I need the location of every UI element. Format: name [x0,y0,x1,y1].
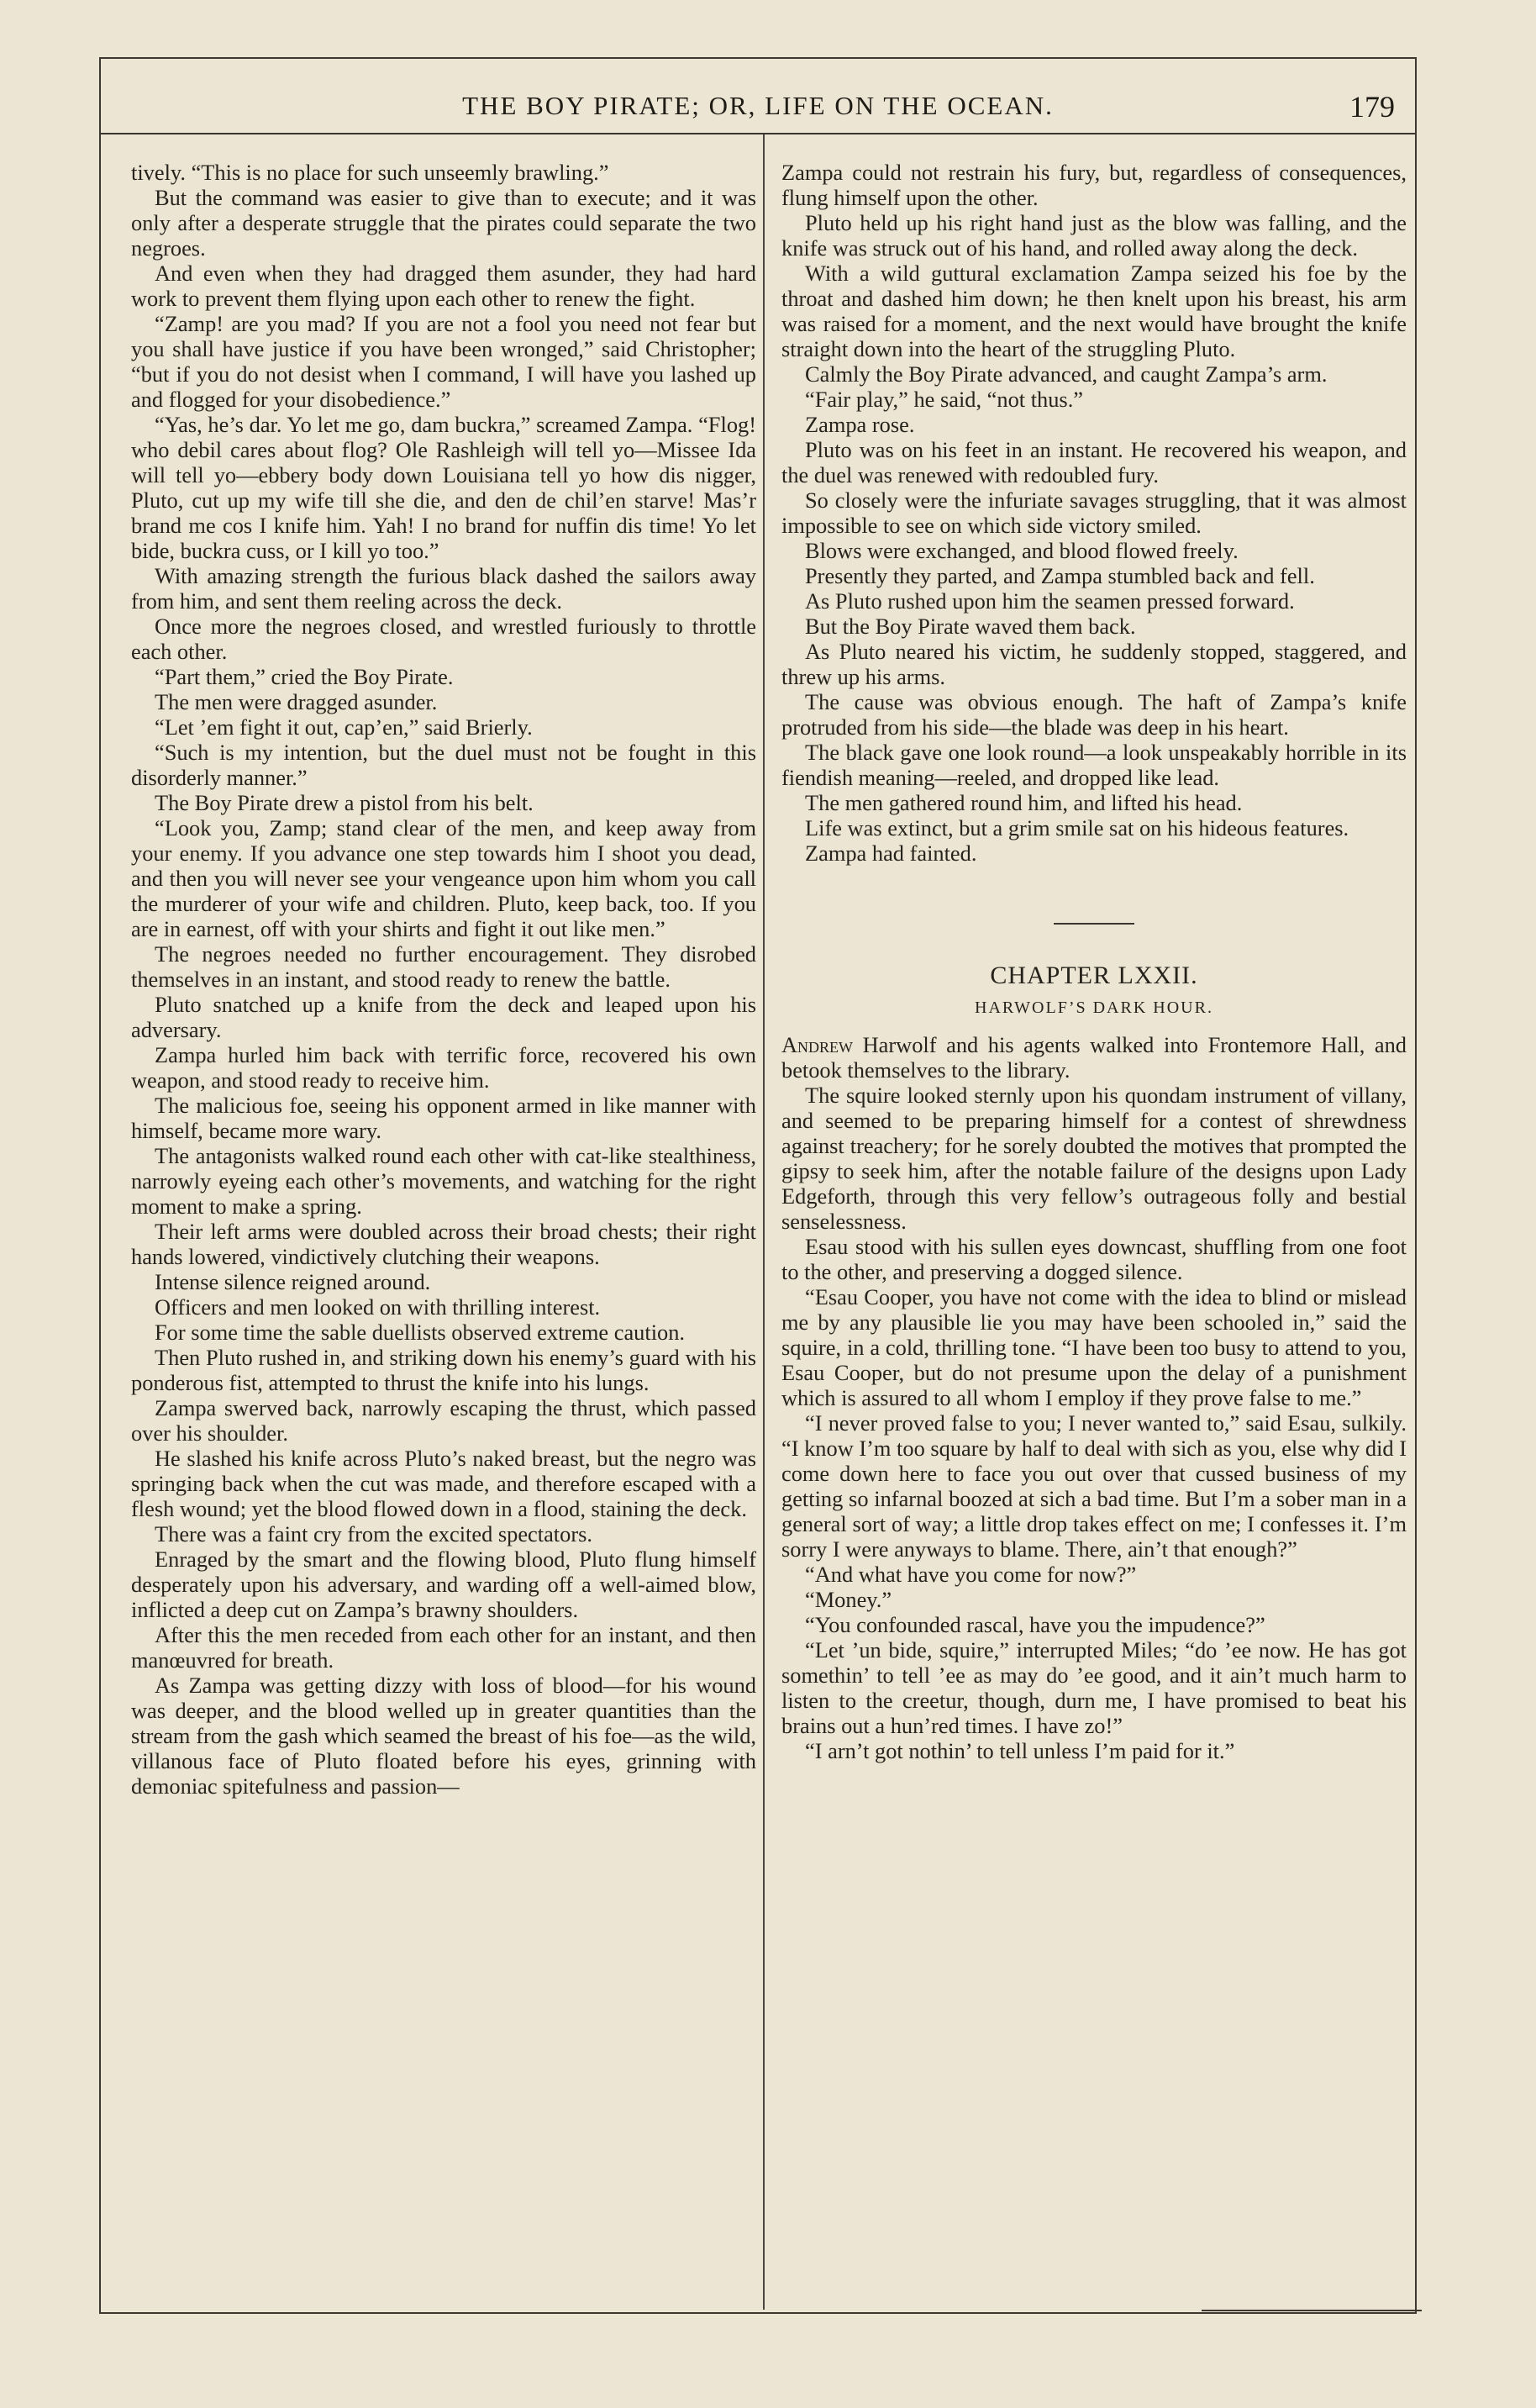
paragraph: Enraged by the smart and the flowing blood, Pluto flung himself desperately upon his adversary, and warding off a well-aimed blow, inflicted a deep cut on Zampa’s brawny shoulders. [131,1546,756,1622]
paragraph: But the Boy Pirate waved them back. [805,614,1136,639]
paragraph: Life was extinct, but a grim smile sat on his hideous features. [805,815,1349,840]
chapter-title: CHAPTER LXXII. [990,962,1198,989]
paragraph: The antagonists walked round each other with cat-like stealthiness, narrowly eyeing each other’s movements, and watching for the right moment to make a spring. [131,1143,756,1219]
paragraph: As Zampa was getting dizzy with loss of blood—for his wound was deeper, and the blood welled up in greater quantities than the stream from the gash which seamed the breast of his foe—as the wild, villanous face of Pluto floated before his eyes, grinning with demoniac spitefulness and passion— [131,1673,756,1799]
paragraph: Zampa swerved back, narrowly escaping the thrust, which passed over his shoulder. [131,1395,756,1446]
paragraph: There was a faint cry from the excited spectators. [155,1521,592,1546]
paragraph: The cause was obvious enough. The haft of Zampa’s knife protruded from his side—the blade was deep in his heart. [781,689,1407,740]
paragraph: “You confounded rascal, have you the impudence?” [805,1612,1265,1637]
section-rule [1054,923,1134,925]
paragraph: “Part them,” cried the Boy Pirate. [155,664,454,689]
paragraph: Zampa hurled him back with terrific force, recovered his own weapon, and stood ready to receive him. [131,1042,756,1093]
paragraph: “I never proved false to you; I never wanted to,” said Esau, sulkily. “I know I’m too square by half to deal with sich as you, else why did I come down here to face you out over that cussed business of my getting so infarnal boozed at sich a bad time. But I’m a sober man in a general sort of way; a little drop takes effect on me; I confesses it. I’m sorry I were anyways to blame. There, ain’t that enough?” [781,1410,1407,1562]
paragraph: The Boy Pirate drew a pistol from his belt. [155,790,534,815]
paragraph: “Fair play,” he said, “not thus.” [805,387,1084,412]
paragraph: Calmly the Boy Pirate advanced, and caught Zampa’s arm. [805,361,1328,387]
paragraph: Officers and men looked on with thrilling interest. [155,1294,601,1320]
paragraph: After this the men receded from each other for an instant, and then manœuvred for breath. [131,1622,756,1673]
paragraph: Intense silence reigned around. [155,1269,431,1294]
paragraph: “Let ’em fight it out, cap’en,” said Brierly. [155,714,533,740]
paragraph: Their left arms were doubled across their broad chests; their right hands lowered, vindictively clutching their weapons. [131,1219,756,1269]
paragraph: “Zamp! are you mad? If you are not a fool you need not fear but you shall have justice if you have been wronged,” said Christopher; “but if you do not desist when I command, I will have you lashed up and flogged for your disobedience.” [131,311,756,412]
paragraph: With a wild guttural exclamation Zampa seized his foe by the throat and dashed him down; he then knelt upon his breast, his arm was raised for a moment, and the next would have brought the knife straight down into the heart of the struggling Pluto. [781,261,1407,361]
paragraph: Presently they parted, and Zampa stumbled back and fell. [805,563,1315,588]
paragraph: Pluto was on his feet in an instant. He recovered his weapon, and the duel was renewed with redoubled fury. [781,437,1407,487]
paragraph: Once more the negroes closed, and wrestled furiously to throttle each other. [131,614,756,664]
paragraph: Blows were exchanged, and blood flowed freely. [805,538,1239,563]
paragraph: Zampa could not restrain his fury, but, regardless of consequences, flung himself upon the other. [781,160,1407,210]
column-divider [763,134,765,2310]
paragraph: “Let ’un bide, squire,” interrupted Miles; “do ’ee now. He has got somethin’ to tell ’ee as may do ’ee good, and it ain’t much harm to listen to the creetur, though, durn me, I have promised to beat his brains out a hun’red times. I have zo!” [781,1637,1407,1738]
paragraph: “And what have you come for now?” [805,1562,1137,1587]
running-title: THE BOY PIRATE; OR, LIFE ON THE OCEAN. [462,91,1054,120]
paragraph: Pluto held up his right hand just as the blow was falling, and the knife was struck out of his hand, and rolled away along the deck. [781,210,1407,261]
paragraph: For some time the sable duellists observed extreme caution. [155,1320,686,1345]
paragraph: The malicious foe, seeing his opponent armed in like manner with himself, became more wary. [131,1093,756,1143]
paragraph: But the command was easier to give than to execute; and it was only after a desperate struggle that the pirates could separate the two negroes. [131,185,756,261]
paragraph: The negroes needed no further encouragement. They disrobed themselves in an instant, and stood ready to renew the battle. [131,941,756,992]
paragraph: So closely were the infuriate savages struggling, that it was almost impossible to see on which side victory smiled. [781,487,1407,538]
paragraph: The black gave one look round—a look unspeakably horrible in its fiendish meaning—reeled, and dropped like lead. [781,740,1407,790]
paragraph: “Esau Cooper, you have not come with the idea to blind or mislead me by any plausible lie you may have been schooled in,” said the squire, in a cold, thrilling tone. “I have been too busy to attend to you, Esau Cooper, but do not presume upon the delay of a punishment which is assured to all whom I employ if they prove false to me.” [781,1284,1407,1410]
left-column [131,160,756,1799]
paragraph: Zampa rose. [805,412,915,437]
paragraph: Esau stood with his sullen eyes downcast, shuffling from one foot to the other, and preserving a dogged silence. [781,1234,1407,1284]
paragraph: “Look you, Zamp; stand clear of the men, and keep away from your enemy. If you advance one step towards him I shoot you dead, and then you will never see your vengeance upon him whom you call the murderer of your wife and children. Pluto, keep back, too. If you are in earnest, off with your shirts and fight it out like men.” [131,815,756,941]
page-header [101,91,1415,138]
paragraph: The men were dragged asunder. [155,689,438,714]
paragraph: Zampa had fainted. [805,840,977,866]
paragraph: As Pluto neared his victim, he suddenly stopped, staggered, and threw up his arms. [781,639,1407,689]
paragraph: tively. “This is no place for such unseemly brawling.” [131,160,609,185]
paragraph: Pluto snatched up a knife from the deck and leaped upon his adversary. [131,992,756,1042]
paragraph: “Such is my intention, but the duel must not be fought in this disorderly manner.” [131,740,756,790]
right-column [781,160,1407,1763]
paragraph: Then Pluto rushed in, and striking down his enemy’s guard with his ponderous fist, attempted to thrust the knife into his lungs. [131,1345,756,1395]
chapter-opening-paragraph [781,1032,1407,1083]
chapter-subtitle: HARWOLF’S DARK HOUR. [975,999,1213,1017]
paragraph: He slashed his knife across Pluto’s naked breast, but the negro was springing back when the cut was made, and therefore escaped with a flesh wound; yet the blood flowed down in a flood, staining the deck. [131,1446,756,1521]
paragraph: “Money.” [805,1587,892,1612]
paragraph: “I arn’t got nothin’ to tell unless I’m paid for it.” [805,1738,1235,1763]
page-number: 179 [1349,90,1395,124]
paragraph: With amazing strength the furious black dashed the sailors away from him, and sent them reeling across the deck. [131,563,756,614]
paragraph: “Yas, he’s dar. Yo let me go, dam buckra,” screamed Zampa. “Flog! who debil cares about flog? Ole Rashleigh will tell yo—Missee Ida will tell yo—ebbery body down Louisiana tell yo how dis nigger, Pluto, cut up my wife till she die, and den de chil’en starve! Mas’r brand me cos I knife him. Yah! I no brand for nuffin dis time! Yo let bide, buckra cuss, or I kill yo too.” [131,412,756,563]
chapter-lead-word: Andrew [781,1032,854,1057]
footer-rule [1202,2310,1422,2311]
paragraph: The men gathered round him, and lifted his head. [805,790,1243,815]
chapter-opening-text: Harwolf and his agents walked into Frontemore Hall, and betook themselves to the library. [781,1032,1407,1083]
paragraph: The squire looked sternly upon his quondam instrument of villany, and seemed to be preparing himself for a contest of shrewdness against treachery; for he sorely doubted the motives that prompted the gipsy to seek him, after the notable failure of the designs upon Lady Edgeforth, through this very fellow’s outrageous folly and bestial senselessness. [781,1083,1407,1234]
header-rule [101,133,1415,134]
paragraph: And even when they had dragged them asunder, they had hard work to prevent them flying upon each other to renew the fight. [131,261,756,311]
paragraph: As Pluto rushed upon him the seamen pressed forward. [805,588,1295,614]
